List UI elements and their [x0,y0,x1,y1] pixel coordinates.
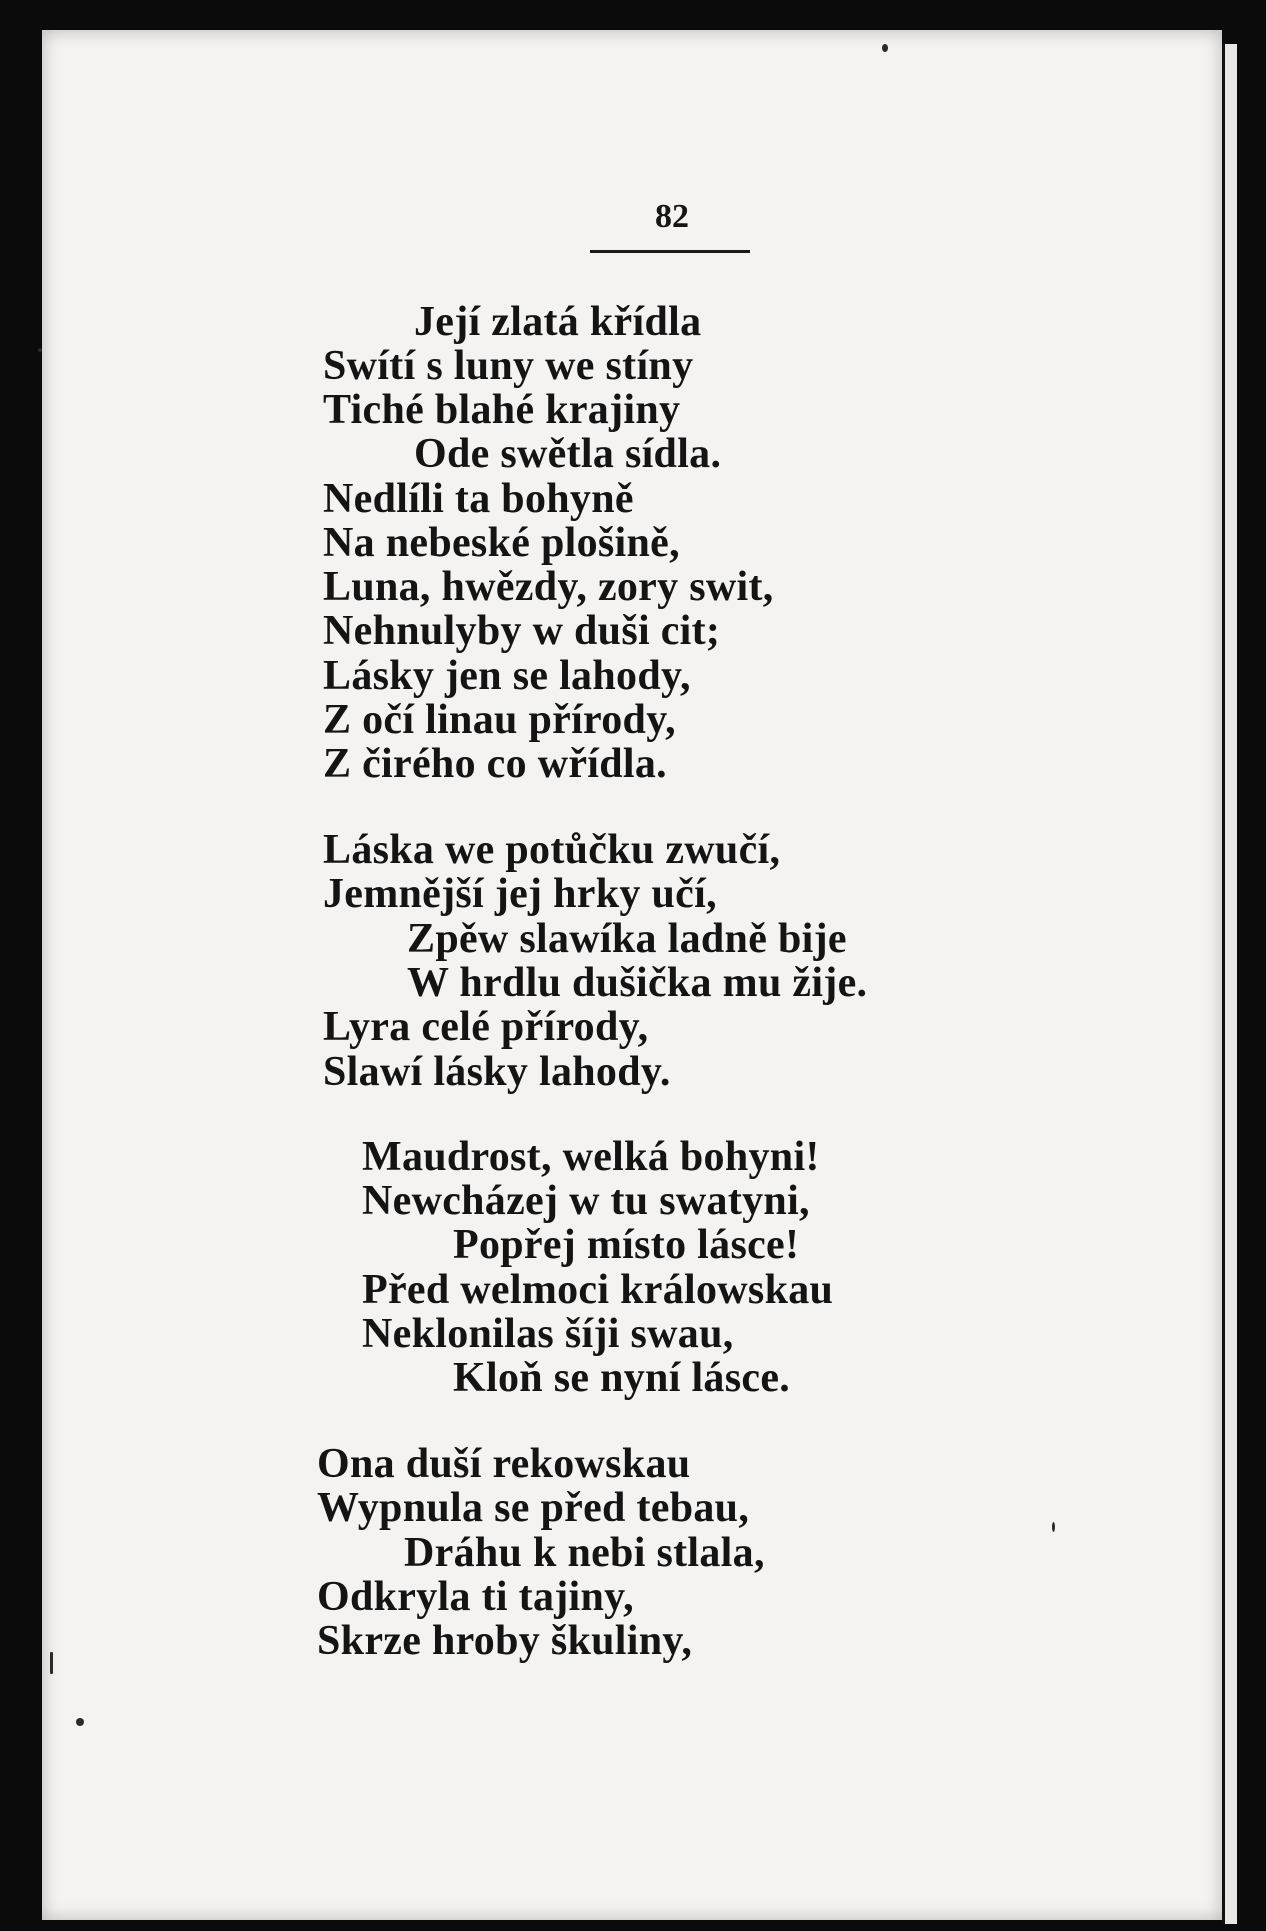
poem-line: Newcházej w tu swatyni, [362,1178,810,1224]
poem-line: Zpěw slawíka ladně bije [407,916,847,962]
poem-line: Z očí linau přírody, [323,697,676,743]
scan-speck [882,44,888,52]
poem-line: Lásky jen se lahody, [323,653,691,699]
poem-line: Wypnula se před tebau, [317,1485,750,1531]
poem-line: Na nebeské plošině, [323,520,680,566]
poem-line: Odkryla ti tajiny, [317,1574,634,1620]
poem-line: Skrze hroby škuliny, [317,1618,693,1664]
scan-speck [76,1718,84,1726]
poem-line: Luna, hwězdy, zory swit, [323,564,774,610]
poem-line: Láska we potůčku zwučí, [323,827,781,873]
poem-line: Swítí s luny we stíny [323,343,694,389]
scan-speck [38,348,42,352]
poem-line: Nedlíli ta bohyně [323,476,634,522]
page-number: 82 [655,198,689,235]
poem-line: Její zlatá křídla [414,299,702,345]
poem-line: Slawí lásky lahody. [323,1049,671,1095]
scan-speck [50,1652,53,1674]
poem-line: Popřej místo lásce! [453,1222,800,1268]
poem-line: Jemnější jej hrky učí, [323,871,717,917]
poem-line: Maudrost, welká bohyni! [362,1134,820,1180]
poem-line: Před welmoci králowskau [362,1267,834,1313]
poem-line: Ona duší rekowskau [317,1441,691,1487]
poem-line: Tiché blahé krajiny [323,387,681,433]
poem-line: Kloň se nyní lásce. [453,1355,791,1401]
poem-line: Ode swětla sídla. [414,431,722,477]
poem-line: W hrdlu dušička mu žije. [407,960,868,1006]
poem-line: Dráhu k nebi stlala, [404,1530,765,1576]
poem-line: Lyra celé přírody, [323,1004,649,1050]
poem-line: Neklonilas šíji swau, [362,1311,734,1357]
poem-line: Nehnulyby w duši cit; [323,608,721,654]
scan-speck [1052,1522,1055,1532]
poem-line: Z čirého co wřídla. [323,741,667,787]
